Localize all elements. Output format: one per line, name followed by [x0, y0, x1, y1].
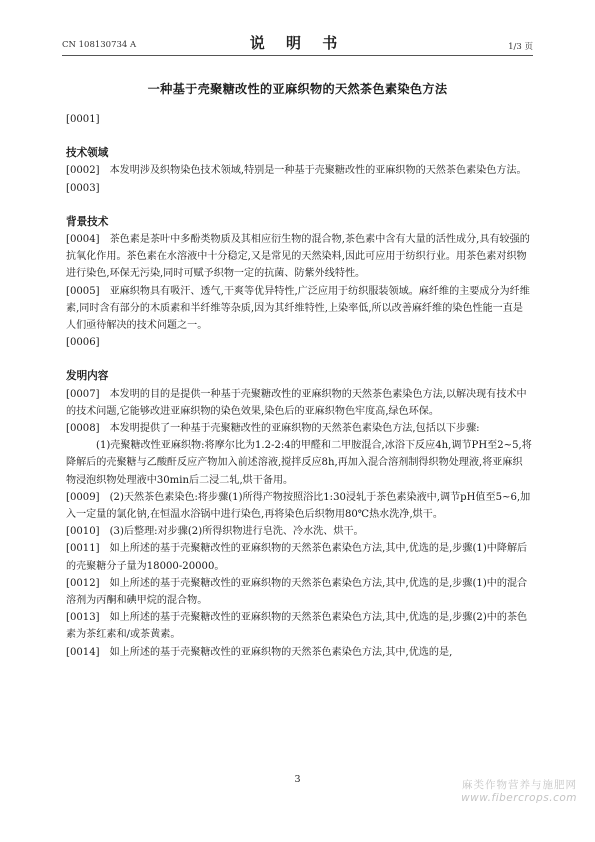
paragraph-text: 本发明涉及织物染色技术领域,特别是一种基于壳聚糖改性的亚麻织物的天然茶色素染色方法。: [109, 165, 527, 177]
paragraph-text: (3)后整理:对步骤(2)所得织物进行皂洗、冷水洗、烘干。: [109, 526, 364, 538]
page-indicator: 1/3 页: [508, 42, 533, 52]
paragraph-number: [0006]: [66, 337, 100, 349]
page-header: [62, 34, 533, 54]
paragraph-text: (1)壳聚糖改性亚麻织物:将摩尔比为1.2-2:4的甲醛和二甲胺混合,冰浴下反应4h,调节PH至2~5,将降解后的壳聚糖与乙酸酐反应产物加入前述溶液,搅拌反应8h,再加入混合溶剂制得织物处理液,将亚麻织物浸泡织物处理液中30min后二浸二轧,烘干备用。: [66, 440, 532, 486]
section-heading: 发明内容: [66, 370, 109, 383]
paragraph: [66, 575, 532, 609]
paragraph: [66, 540, 532, 574]
paragraph: [66, 334, 532, 351]
paragraph: [66, 162, 532, 179]
paragraph-text: 如上所述的基于壳聚糖改性的亚麻织物的天然茶色素染色方法,其中,优选的是,步骤(1)中的混合溶剂为丙酮和碘甲烷的混合物。: [66, 577, 528, 607]
paragraph: [66, 437, 532, 489]
paragraph-number: [0001]: [66, 114, 100, 125]
paragraph-number: [0012]: [66, 577, 100, 589]
paragraph-text: 如上所述的基于壳聚糖改性的亚麻织物的天然茶色素染色方法,其中,优选的是,步骤(2)中的茶色素为茶红素和/或茶黄素。: [66, 612, 528, 641]
paragraph-number: [0010]: [66, 526, 100, 538]
paragraph-text: 本发明的目的是提供一种基于壳聚糖改性的亚麻织物的天然茶色素染色方法,以解决现有技术中的技术问题,它能够改进亚麻织物的染色效果,染色后的亚麻织物色牢度高,绿色环保。: [66, 388, 527, 417]
watermark-url: www.fibercrops.com: [461, 792, 577, 804]
paragraph-number: [0013]: [66, 612, 100, 624]
paragraph-text: 如上所述的基于壳聚糖改性的亚麻织物的天然茶色素染色方法,其中,优选的是,: [109, 646, 453, 658]
header-divider: [62, 55, 533, 56]
paragraph-text: 本发明提供了一种基于壳聚糖改性的亚麻织物的天然茶色素染色方法,包括以下步骤:: [109, 423, 480, 435]
paragraph-number: [0014]: [66, 646, 100, 658]
paragraph-text: 茶色素是茶叶中多酚类物质及其相应衍生物的混合物,茶色素中含有大量的活性成分,具有较强的抗氧化作用。茶色素在水溶液中十分稳定,又是常见的天然染料,因此可应用于纺织行业。用茶色素对织物进行染色,环保无污染,同时可赋予织物一定的抗菌、防紫外线特性。: [66, 234, 530, 280]
paragraph-number: [0002]: [66, 165, 100, 177]
patent-number: CN 108130734 A: [62, 40, 137, 50]
document-type: 说 明 书: [249, 34, 346, 52]
paragraph: [66, 386, 532, 420]
watermark: [461, 777, 577, 804]
paragraph: [66, 420, 532, 437]
section-heading: 背景技术: [66, 215, 109, 228]
paragraph-number: [0009]: [66, 491, 100, 503]
page-number: 3: [294, 774, 301, 785]
watermark-site-name: 麻类作物营养与施肥网: [462, 779, 577, 791]
document-body: [66, 111, 532, 661]
paragraph-number: [0011]: [66, 543, 100, 555]
paragraph-number: [0007]: [66, 388, 100, 400]
paragraph: [66, 111, 532, 128]
paragraph-text: (2)天然茶色素染色:将步骤(1)所得产物按照浴比1:30浸轧于茶色素染液中,调节pH值至5~6,加入一定量的氯化钠,在恒温水浴锅中进行染色,再将染色后织物用80℃热水洗净,烘干。: [66, 491, 531, 521]
paragraph: [66, 644, 532, 661]
paragraph-number: [0008]: [66, 423, 100, 435]
paragraph: [66, 489, 532, 523]
paragraph-number: [0003]: [66, 182, 100, 194]
paragraph: [66, 180, 532, 197]
paragraph-text: 如上所述的基于壳聚糖改性的亚麻织物的天然茶色素染色方法,其中,优选的是,步骤(1)中降解后的壳聚糖分子量为18000-20000。: [66, 543, 528, 572]
paragraph-number: [0005]: [66, 285, 100, 297]
paragraph: [66, 523, 532, 540]
paragraph: [66, 231, 532, 283]
paragraph-text: 亚麻织物具有吸汗、透气,干爽等优异特性,广泛应用于纺织服装领域。麻纤维的主要成分为纤维素,同时含有部分的木质素和半纤维等杂质,因为其纤维特性,上染率低,所以改善麻纤维的染色性能一直是人们亟待解决的技术问题之一。: [66, 285, 530, 332]
paragraph: [66, 283, 532, 335]
document-title: 一种基于壳聚糖改性的亚麻织物的天然茶色素染色方法: [147, 82, 448, 96]
paragraph: [66, 609, 532, 643]
section-heading: 技术领域: [66, 147, 109, 160]
paragraph-number: [0004]: [66, 234, 100, 246]
